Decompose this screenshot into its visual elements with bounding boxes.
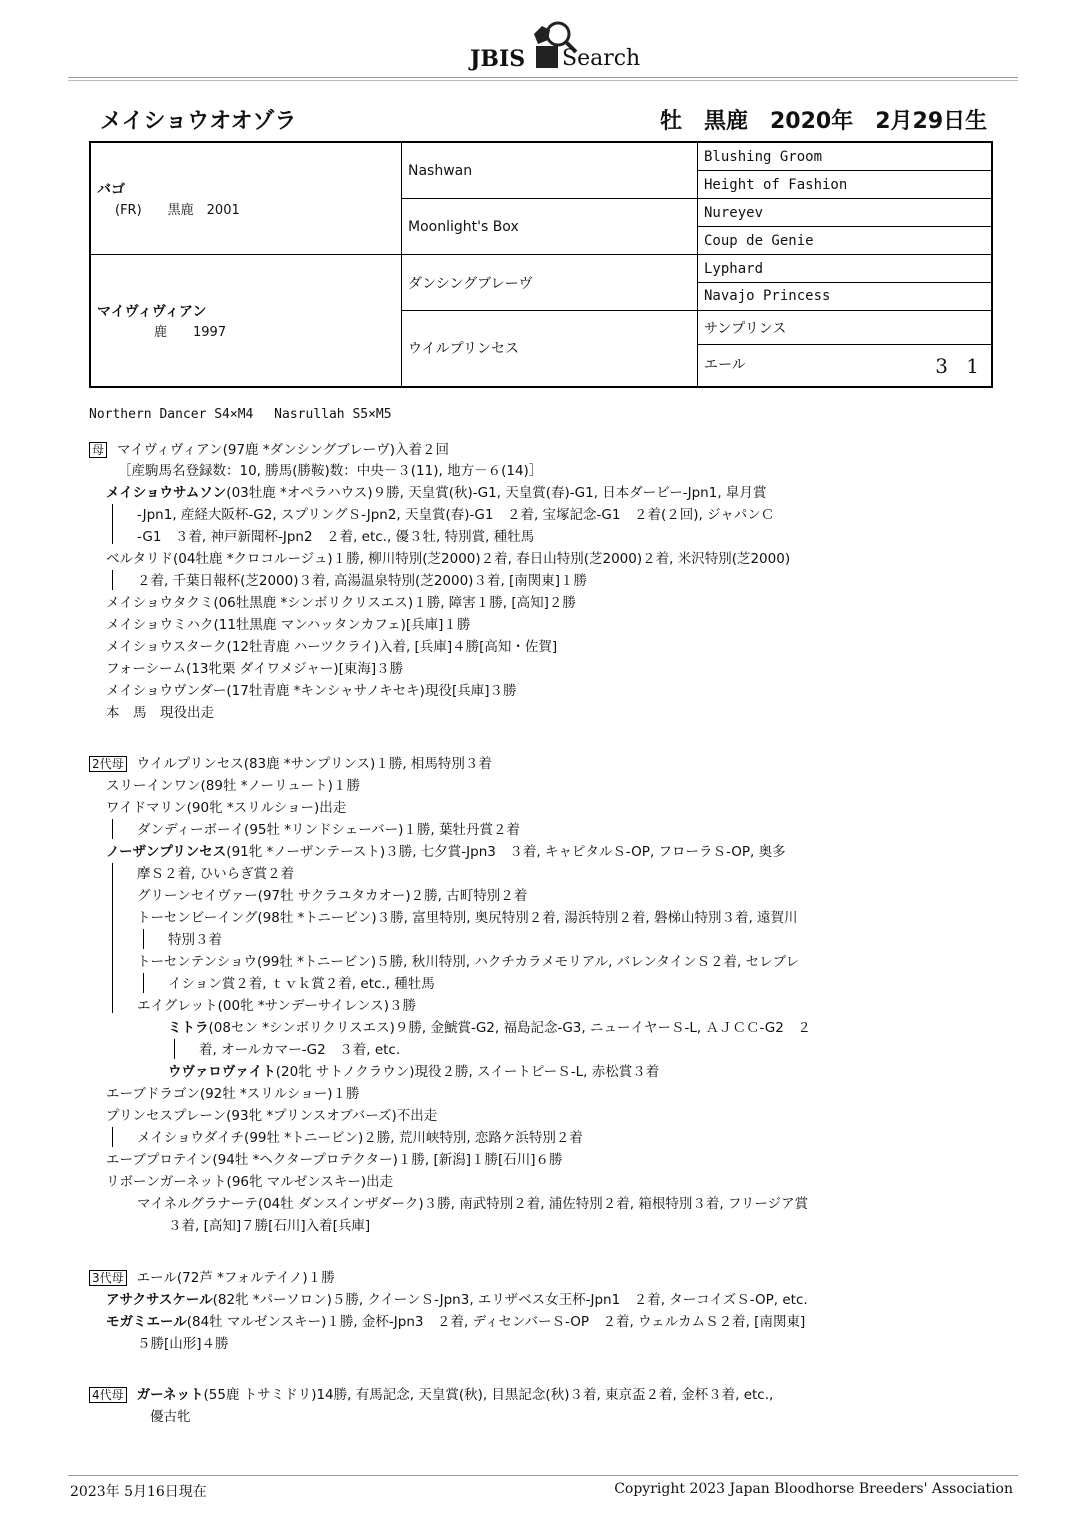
- progeny-line: メイショウヴンダー(17牡青鹿 *キンシャサノキセキ)現役[兵庫]３勝: [106, 683, 517, 699]
- second-dam-summary: ウイルプリンセス(83鹿 *サンプリンス)１勝, 相馬特別３着: [136, 756, 492, 772]
- sire-detail: (FR) 黒鹿 2001: [115, 203, 240, 219]
- footer-divider: [68, 1475, 1018, 1476]
- progeny-line: スリーインワン(89牡 *ノーリュート)１勝: [106, 778, 360, 794]
- logo-search-text: Search: [562, 46, 641, 71]
- progeny-line: リボーンガーネット(96牝 マルゼンスキー)出走: [106, 1174, 394, 1190]
- dam-sire-cell: ダンシングブレーヴ: [402, 255, 698, 311]
- progeny-line: メイショウスターク(12牡青鹿 ハーツクライ)入着, [兵庫]４勝[高知・佐賀]: [106, 639, 558, 655]
- progeny-line: メイショウダイチ(99牡 *トニービン)２勝, 荒川峡特別, 恋路ケ浜特別２着: [137, 1130, 583, 1146]
- footer-date: 2023年 5月16日現在: [70, 1484, 207, 1500]
- progeny-detail: (20牝 サトノクラウン)現役２勝, スイートピーＳ-L, 赤松賞３着: [275, 1064, 660, 1080]
- progeny-line-cont: イション賞２着, ｔｖｋ賞２着, etc., 種牡馬: [168, 976, 435, 992]
- sire-name: バゴ: [97, 182, 125, 199]
- inbreeding-line: Northern Dancer S4×M4 Nasrullah S5×M5: [89, 407, 392, 422]
- progeny-line: [106, 1290, 808, 1310]
- tree-bar: [143, 973, 144, 993]
- dam-dam-cell: ウイルプリンセス: [402, 310, 698, 387]
- logo-jbis-text: JBIS: [470, 46, 526, 72]
- tree-bar: [112, 863, 113, 1013]
- progeny-line-cont: 優古牝: [150, 1409, 191, 1425]
- progeny-line-cont: 特別３着: [168, 932, 222, 948]
- horse-info: 牡 黒鹿 2020年 2月29日生: [660, 109, 988, 134]
- progeny-line: エーブドラゴン(92牡 *スリルショー)１勝: [106, 1086, 360, 1102]
- progeny-line-cont: 摩Ｓ２着, ひいらぎ賞２着: [137, 866, 295, 882]
- sire-cell: [90, 142, 402, 255]
- dam-cell: [90, 255, 402, 387]
- progeny-line: [168, 1062, 659, 1082]
- progeny-line: ベルタリド(04牡鹿 *クロコルージュ)１勝, 柳川特別(芝2000)２着, 春日山特別(芝2000)２着, 米沢特別(芝2000): [106, 551, 791, 567]
- progeny-line: グリーンセイヴァー(97牡 サクラユタカオー)２勝, 古町特別２着: [137, 888, 528, 904]
- progeny-line: [106, 1312, 805, 1332]
- progeny-line: ワイドマリン(90牝 *スリルショー)出走: [106, 800, 347, 816]
- progeny-line: [168, 1018, 811, 1038]
- section-tag-4th-dam: 4代母: [89, 1387, 127, 1403]
- progeny-detail: (08セン *シンボリクリスエス)９勝, 金鯱賞-G2, 福島記念-G3, ニューイヤーＳ-L, ＡＪＣＣ-G2 ２: [208, 1020, 811, 1036]
- tree-bar: [112, 1127, 113, 1147]
- tree-bar: [112, 819, 113, 839]
- progeny-line: メイショウタクミ(06牡黒鹿 *シンボリクリスエス)１勝, 障害１勝, [高知]２勝: [106, 595, 576, 611]
- progeny-detail: (84牡 マルゼンスキー)１勝, 金杯-Jpn3 ２着, ディセンバーＳ-OP ２着, ウェルカムＳ２着, [南関東]: [186, 1314, 806, 1330]
- dam-name: マイヴィヴィアン: [97, 304, 207, 321]
- ped-dds: サンプリンス: [698, 310, 993, 345]
- section-tag-2nd-dam: 2代母: [89, 756, 127, 772]
- sire-dam-cell: Moonlight's Box: [402, 199, 698, 255]
- ped-sss: Blushing Groom: [698, 142, 993, 171]
- progeny-detail: (82牝 *パーソロン)５勝, クイーンＳ-Jpn3, エリザベス女王杯-Jpn1 ２着, ターコイズＳ-OP, etc.: [212, 1292, 808, 1308]
- ped-sdd: Coup de Genie: [698, 227, 993, 255]
- progeny-line: トーセンテンショウ(99牡 *トニービン)５勝, 秋川特別, ハクチカラメモリアル, バレンタインＳ２着, セレブレ: [137, 954, 800, 970]
- section-tag-3rd-dam: 3代母: [89, 1270, 127, 1286]
- progeny-line: エーブプロテイン(94牡 *ヘクタープロテクター)１勝, [新潟]１勝[石川]６勝: [106, 1152, 563, 1168]
- ped-ddd: エール: [704, 356, 746, 373]
- section-3rd-dam-line: [89, 1268, 335, 1288]
- pedigree-table: [89, 141, 993, 388]
- jbis-search-logo: [470, 20, 640, 72]
- progeny-name-bold: メイショウサムソン: [106, 485, 227, 501]
- tree-bar: [112, 570, 113, 590]
- fourth-dam-detail: (55鹿 トサミドリ)14勝, 有馬記念, 天皇賞(秋), 目黒記念(秋)３着, 東京盃２着, 金杯３着, etc.,: [203, 1387, 774, 1403]
- progeny-line: マイネルグラナーテ(04牡 ダンスインザダーク)３勝, 南武特別２着, 浦佐特別２着, 箱根特別３着, フリージア賞: [137, 1196, 809, 1212]
- dam-detail: 鹿 1997: [115, 325, 227, 341]
- progeny-line-cont: ５勝[山形]４勝: [137, 1336, 229, 1352]
- progeny-line: エイグレット(00牝 *サンデーサイレンス)３勝: [137, 998, 416, 1014]
- progeny-detail: (91牝 *ノーザンテースト)３勝, 七夕賞-Jpn3 ３着, キャピタルＳ-OP, フローラＳ-OP, 奥多: [226, 844, 786, 860]
- ped-ssd: Height of Fashion: [698, 171, 993, 199]
- progeny-line: [106, 842, 786, 862]
- progeny-name-bold: ウヴァロヴァイト: [168, 1064, 276, 1080]
- tree-bar: [112, 504, 113, 544]
- ped-ddd-cell: [698, 345, 993, 387]
- progeny-name-bold: アサクサスケール: [106, 1292, 213, 1308]
- progeny-line: [106, 483, 766, 503]
- section-dam-line: [89, 440, 449, 460]
- ped-dss: Lyphard: [698, 255, 993, 283]
- progeny-line: メイショウミハク(11牡黒鹿 マンハッタンカフェ)[兵庫]１勝: [106, 617, 471, 633]
- progeny-line: トーセンビーイング(98牡 *トニービン)３勝, 富里特別, 奥尻特別２着, 湯浜特別２着, 磐梯山特別３着, 遠賀川: [137, 910, 798, 926]
- progeny-line-cont: ２着, 千葉日報杯(芝2000)３着, 高湯温泉特別(芝2000)３着, [南関東]１勝: [137, 573, 588, 589]
- third-dam-summary: エール(72芦 *フォルテイノ)１勝: [136, 1270, 335, 1286]
- progeny-line-cont: -G1 ３着, 神戸新聞杯-Jpn2 ２着, etc., 優３牡, 特別賞, 種牡馬: [137, 529, 535, 545]
- section-4th-dam-line: [89, 1385, 773, 1405]
- progeny-detail: (03牡鹿 *オペラハウス)９勝, 天皇賞(秋)-G1, 天皇賞(春)-G1, 日本ダービー-Jpn1, 皐月賞: [226, 485, 767, 501]
- progeny-line: 本 馬 現役出走: [106, 705, 214, 721]
- progeny-line: フォーシーム(13牝栗 ダイワメジャー)[東海]３勝: [106, 661, 404, 677]
- header-divider: [68, 77, 1018, 81]
- progeny-name-bold: ノーザンプリンセス: [106, 844, 227, 860]
- section-tag-dam: 母: [89, 442, 107, 458]
- progeny-name-bold: モガミエール: [106, 1314, 187, 1330]
- progeny-line-cont: 着, オールカマー-G2 ３着, etc.: [199, 1042, 401, 1058]
- fourth-dam-name: ガーネット: [136, 1387, 204, 1403]
- dam-progeny-stats: ［産駒馬名登録数：10, 勝馬(勝鞍)数：中央－３(11), 地方－６(14)］: [118, 463, 543, 479]
- progeny-line-cont: ３着, [高知]７勝[石川]入着[兵庫]: [168, 1218, 371, 1234]
- tree-bar: [143, 929, 144, 949]
- progeny-line: プリンセスプレーン(93牝 *プリンスオブバーズ)不出走: [106, 1108, 438, 1124]
- footer-copyright: Copyright 2023 Japan Bloodhorse Breeders' Association: [614, 1481, 1013, 1497]
- ped-dsd: Navajo Princess: [698, 283, 993, 311]
- dam-summary: マイヴィヴィアン(97鹿 *ダンシングブレーヴ)入着２回: [117, 442, 449, 458]
- section-2nd-dam-line: [89, 754, 492, 774]
- progeny-line: ダンディーボーイ(95牡 *リンドシェーバー)１勝, 葉牡丹賞２着: [137, 822, 520, 838]
- tree-bar: [174, 1039, 175, 1059]
- progeny-name-bold: ミトラ: [168, 1020, 209, 1036]
- horse-name: メイショウオオゾラ: [100, 109, 297, 134]
- ped-sds: Nureyev: [698, 199, 993, 227]
- sire-sire-cell: Nashwan: [402, 142, 698, 199]
- progeny-line-cont: -Jpn1, 産経大阪杯-G2, スプリングＳ-Jpn2, 天皇賞(春)-G1 ２着, 宝塚記念-G1 ２着(２回), ジャパンＣ: [137, 507, 775, 523]
- family-number: 3 1: [935, 353, 985, 378]
